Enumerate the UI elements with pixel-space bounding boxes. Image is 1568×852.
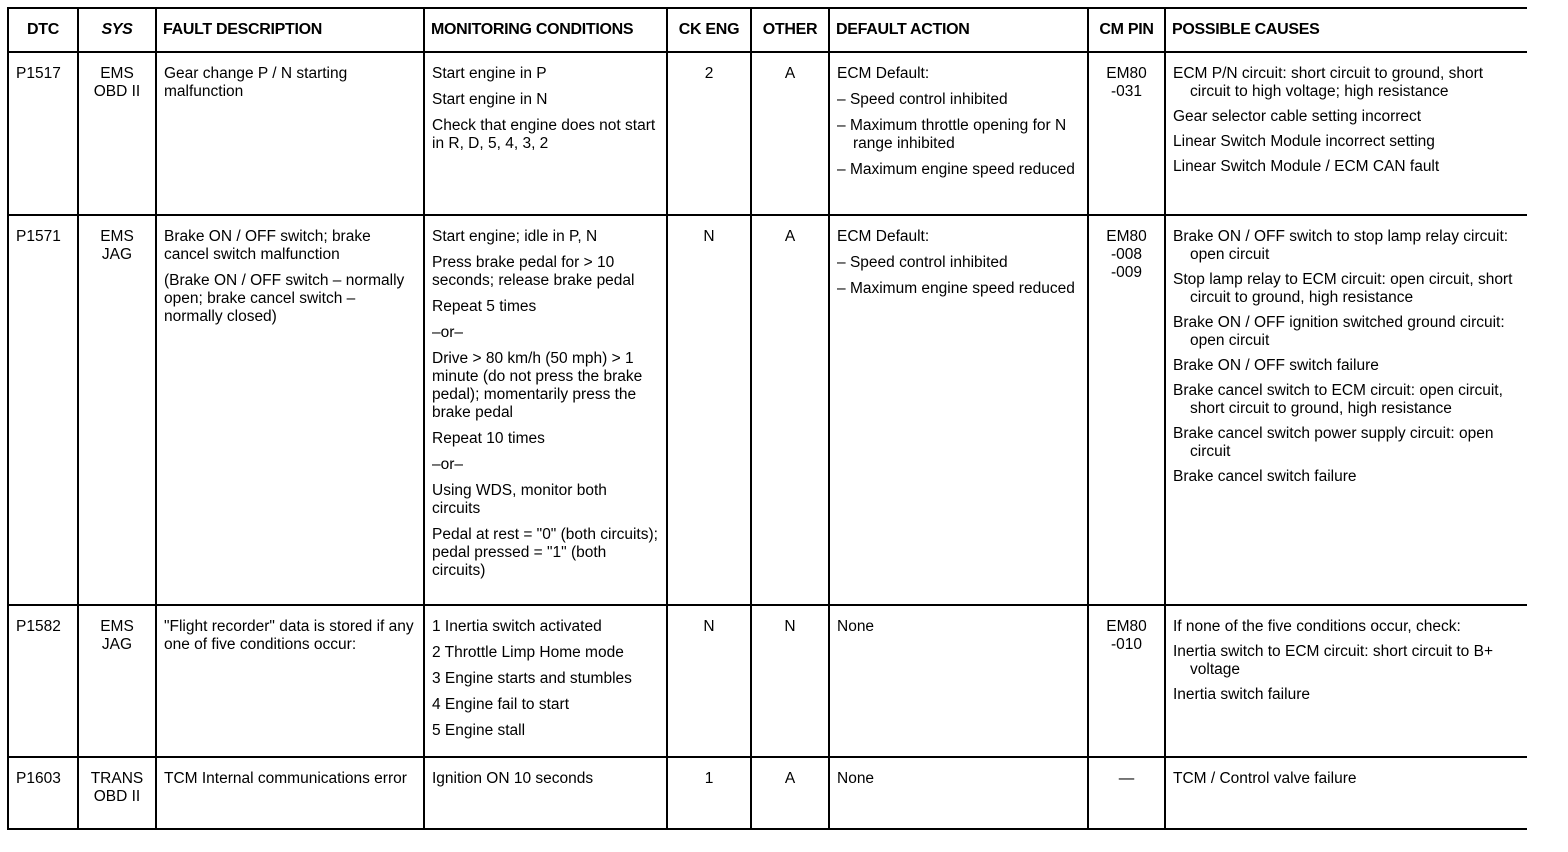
default-action-cell <box>829 605 1088 757</box>
header-fault-description: FAULT DESCRIPTION <box>156 8 424 52</box>
header-other: OTHER <box>751 8 829 52</box>
dtc-code: P1582 <box>8 605 78 757</box>
table-row <box>8 605 1527 757</box>
monitoring-step: Repeat 10 times <box>432 430 545 447</box>
possible-cause: Inertia switch failure <box>1173 686 1310 703</box>
default-action-title: ECM Default: <box>837 65 930 82</box>
cm-pin-line: EM80 <box>1106 618 1147 635</box>
fault-description-cell <box>156 605 424 757</box>
sys-line: EMS <box>100 618 134 635</box>
cm-pin-line: EM80 <box>1106 228 1147 245</box>
monitoring-step: Start engine in P <box>432 65 547 82</box>
possible-causes-cell <box>1165 757 1527 829</box>
monitoring-cell <box>424 605 667 757</box>
table-row <box>8 757 1527 829</box>
cm-pin-cell <box>1088 215 1165 605</box>
default-action-item: – Maximum engine speed reduced <box>837 280 1080 298</box>
sys-cell <box>78 757 156 829</box>
dtc-code: P1603 <box>8 757 78 829</box>
ck-eng-value: N <box>667 215 751 605</box>
possible-causes-cell <box>1165 605 1527 757</box>
table-row <box>8 215 1527 605</box>
cm-pin-line: -010 <box>1110 636 1143 653</box>
monitoring-step: 4 Engine fail to start <box>432 696 569 713</box>
fault-description-cell <box>156 52 424 215</box>
default-action-cell <box>829 215 1088 605</box>
other-value: A <box>751 757 829 829</box>
header-cm-pin: CM PIN <box>1088 8 1165 52</box>
monitoring-step: Check that engine does not start in R, D, 5, 4, 3, 2 <box>432 117 656 152</box>
default-action-title: None <box>837 770 875 787</box>
default-action-cell <box>829 52 1088 215</box>
possible-cause: Brake ON / OFF switch to stop lamp relay circuit: open circuit <box>1173 228 1509 263</box>
other-value: A <box>751 215 829 605</box>
possible-causes-cell <box>1165 215 1527 605</box>
cm-pin-line: — <box>1118 770 1135 787</box>
default-action-title: ECM Default: <box>837 228 930 245</box>
header-row <box>8 8 1527 52</box>
fault-text: TCM Internal communications error <box>164 770 407 787</box>
fault-description-cell <box>156 215 424 605</box>
possible-causes-cell <box>1165 52 1527 215</box>
header-monitoring-conditions: MONITORING CONDITIONS <box>424 8 667 52</box>
monitoring-cell <box>424 215 667 605</box>
monitoring-step: Repeat 5 times <box>432 298 537 315</box>
monitoring-step: 1 Inertia switch activated <box>432 618 602 635</box>
other-value: A <box>751 52 829 215</box>
monitoring-step: –or– <box>432 456 464 473</box>
cm-pin-cell <box>1088 757 1165 829</box>
cm-pin-cell <box>1088 605 1165 757</box>
possible-cause: Brake ON / OFF switch failure <box>1173 357 1379 374</box>
possible-cause: TCM / Control valve failure <box>1173 770 1357 787</box>
monitoring-step: Press brake pedal for > 10 seconds; release brake pedal <box>432 254 635 289</box>
possible-cause: Inertia switch to ECM circuit: short circuit to B+ voltage <box>1173 643 1493 678</box>
sys-line: OBD II <box>93 83 141 100</box>
cm-pin-line: -031 <box>1110 83 1143 100</box>
default-action-item: – Maximum engine speed reduced <box>837 161 1080 179</box>
monitoring-step: Ignition ON 10 seconds <box>432 770 594 787</box>
monitoring-step: –or– <box>432 324 464 341</box>
default-action-item: – Speed control inhibited <box>837 91 1080 109</box>
fault-text: "Flight recorder" data is stored if any one of five conditions occur: <box>164 618 414 653</box>
monitoring-step: Start engine; idle in P, N <box>432 228 598 245</box>
sys-cell <box>78 605 156 757</box>
monitoring-step: Using WDS, monitor both circuits <box>432 482 607 517</box>
header-ck-eng: CK ENG <box>667 8 751 52</box>
monitoring-step: Start engine in N <box>432 91 548 108</box>
cm-pin-cell <box>1088 52 1165 215</box>
monitoring-step: Pedal at rest = "0" (both circuits); pedal pressed = "1" (both circuits) <box>432 526 658 579</box>
dtc-code: P1571 <box>8 215 78 605</box>
sys-cell <box>78 52 156 215</box>
header-possible-causes: POSSIBLE CAUSES <box>1165 8 1527 52</box>
possible-cause: Brake cancel switch failure <box>1173 468 1357 485</box>
default-action-cell <box>829 757 1088 829</box>
default-action-item: – Maximum throttle opening for N range inhibited <box>837 117 1080 153</box>
sys-cell <box>78 215 156 605</box>
possible-cause: Gear selector cable setting incorrect <box>1173 108 1422 125</box>
monitoring-step: 2 Throttle Limp Home mode <box>432 644 624 661</box>
cm-pin-line: -008 <box>1110 246 1143 263</box>
possible-cause: ECM P/N circuit: short circuit to ground, short circuit to high voltage; high resistance <box>1173 65 1484 100</box>
dtc-code: P1517 <box>8 52 78 215</box>
fault-text: Gear change P / N starting malfunction <box>164 65 348 100</box>
cm-pin-line: -009 <box>1110 264 1143 281</box>
monitoring-cell <box>424 757 667 829</box>
default-action-title: None <box>837 618 875 635</box>
possible-cause: Stop lamp relay to ECM circuit: open circuit, short circuit to ground, high resistance <box>1173 271 1513 306</box>
possible-cause: If none of the five conditions occur, check: <box>1173 618 1461 635</box>
sys-line: JAG <box>101 636 133 653</box>
sys-line: EMS <box>100 65 134 82</box>
fault-description-cell <box>156 757 424 829</box>
other-value: N <box>751 605 829 757</box>
monitoring-step: 3 Engine starts and stumbles <box>432 670 632 687</box>
default-action-item: – Speed control inhibited <box>837 254 1080 272</box>
ck-eng-value: 1 <box>667 757 751 829</box>
ck-eng-value: 2 <box>667 52 751 215</box>
fault-text: (Brake ON / OFF switch – normally open; brake cancel switch – normally closed) <box>164 272 405 325</box>
monitoring-step: Drive > 80 km/h (50 mph) > 1 minute (do not press the brake pedal); momentarily press the brake pedal <box>432 350 643 421</box>
header-sys: SYS <box>78 8 156 52</box>
cm-pin-line: EM80 <box>1106 65 1147 82</box>
sys-line: EMS <box>100 228 134 245</box>
possible-cause: Linear Switch Module incorrect setting <box>1173 133 1435 150</box>
monitoring-cell <box>424 52 667 215</box>
sys-line: OBD II <box>93 788 141 805</box>
table-row <box>8 52 1527 215</box>
sys-line: JAG <box>101 246 133 263</box>
possible-cause: Brake cancel switch to ECM circuit: open circuit, short circuit to ground, high resistance <box>1173 382 1503 417</box>
header-dtc: DTC <box>8 8 78 52</box>
ck-eng-value: N <box>667 605 751 757</box>
possible-cause: Brake cancel switch power supply circuit: open circuit <box>1173 425 1494 460</box>
header-default-action: DEFAULT ACTION <box>829 8 1088 52</box>
possible-cause: Linear Switch Module / ECM CAN fault <box>1173 158 1440 175</box>
monitoring-step: 5 Engine stall <box>432 722 526 739</box>
fault-text: Brake ON / OFF switch; brake cancel switch malfunction <box>164 228 371 263</box>
sys-line: TRANS <box>90 770 144 787</box>
dtc-table <box>7 7 1527 830</box>
possible-cause: Brake ON / OFF ignition switched ground circuit: open circuit <box>1173 314 1505 349</box>
